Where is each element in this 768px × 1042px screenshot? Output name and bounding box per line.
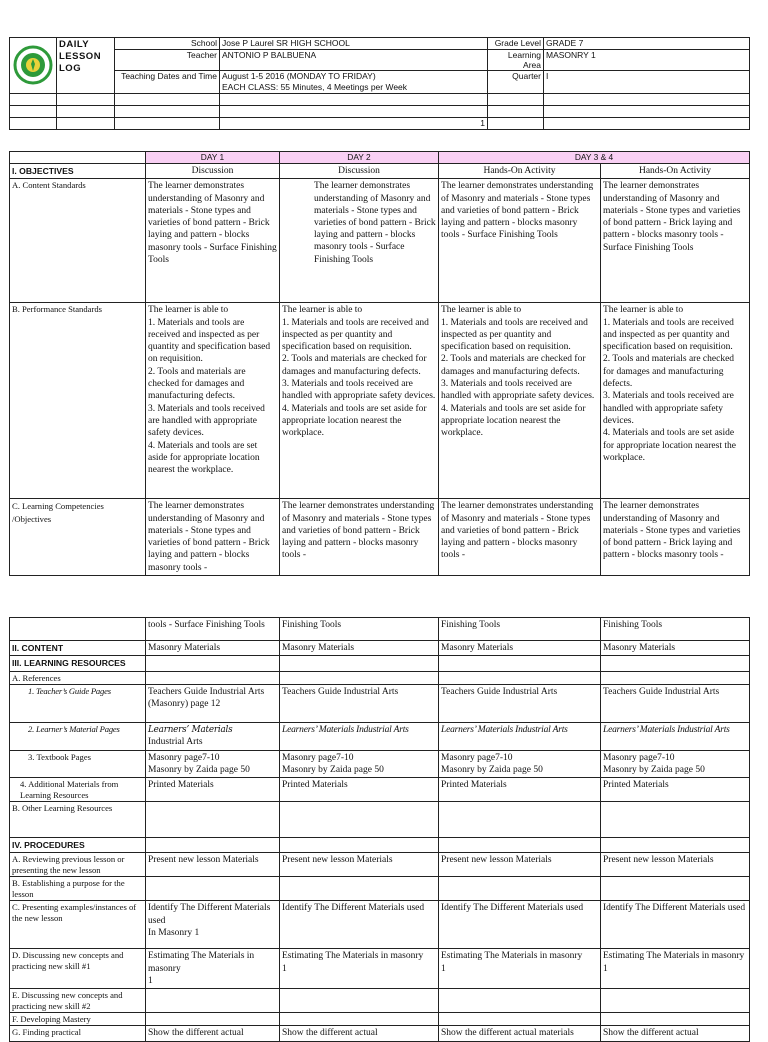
content-day3: Masonry Materials [439, 641, 601, 656]
lm-line: Learners’ Materials [148, 725, 233, 735]
content-standards-day1: The learner demonstrates understanding of Masonry and materials - Stone types and varieties of bond pattern - Brick laying and pattern - blocks masonry tools - Surface Finishing Tools [146, 179, 280, 303]
dates-value [220, 71, 488, 94]
day-2-header: DAY 2 [280, 152, 439, 164]
tb-line-2: Masonry by Zaida page 50 [441, 764, 543, 775]
proc-c-day1 [146, 901, 280, 949]
perf-intro: The learner is able to [282, 305, 363, 316]
time-line: EACH CLASS: 55 Minutes, 4 Meetings per Week [222, 82, 408, 92]
content-day2: Masonry Materials [280, 641, 439, 656]
proc-e-label: E. Discussing new concepts and practicing new skill #2 [10, 989, 146, 1013]
perf-item-4: 4. Materials and tools are set aside for appropriate location nearest the workplace. [148, 440, 260, 476]
proc-a-day2: Present new lesson Materials [280, 853, 439, 877]
day-1-header: DAY 1 [146, 152, 280, 164]
estimating-num: 1 [441, 963, 446, 974]
textbook-label: 3. Textbook Pages [10, 750, 146, 778]
perf-item-1: 1. Materials and tools are received and inspected as per quantity and specification based on requisition. [148, 317, 271, 365]
competencies-cont-day3: Finishing Tools [439, 618, 601, 641]
perf-item-2: 2. Tools and materials are checked for damages and manufacturing defects. [441, 354, 586, 377]
school-value: Jose P Laurel SR HIGH SCHOOL [220, 38, 488, 50]
tb-line-2: Masonry by Zaida page 50 [148, 764, 250, 775]
proc-b-label: B. Establishing a purpose for the lesson [10, 877, 146, 901]
estimating-num: 1 [603, 963, 608, 974]
proc-d-label: D. Discussing new concepts and practicing new skill #1 [10, 949, 146, 989]
additional-day3: Printed Materials [439, 778, 601, 802]
performance-standards-day1 [146, 303, 280, 499]
proc-f-label: F. Developing Mastery [10, 1013, 146, 1026]
additional-materials-label: 4. Additional Materials from Learning Resources [10, 778, 146, 802]
school-seal [10, 38, 57, 94]
grade-label: Grade Level [488, 38, 544, 50]
learners-material-label: 2. Learner’s Material Pages [10, 723, 146, 751]
perf-item-1: 1. Materials and tools are received and inspected as per quantity and specification based on requisition. [441, 317, 588, 353]
perf-item-2: 2. Tools and materials are checked for damages and manufacturing defects. [148, 366, 246, 402]
day-3-4-header: DAY 3 & 4 [439, 152, 750, 164]
perf-item-1: 1. Materials and tools are received and inspected as per quantity and specification based on requisition. [603, 317, 734, 353]
estimating-line: Estimating The Materials in masonry [441, 951, 583, 962]
content-heading: II. CONTENT [10, 641, 146, 656]
header-table [9, 37, 750, 130]
learners-material-day4: Learners’ Materials Industrial Arts [601, 723, 750, 751]
competencies-cont-day2: Finishing Tools [280, 618, 439, 641]
procedures-heading: IV. PROCEDURES [10, 838, 146, 853]
daily-lesson-log-title: DAILY LESSON LOG [57, 38, 115, 94]
tb-line: Masonry page7-10 [148, 752, 220, 763]
day-1-activity: Discussion [146, 164, 280, 179]
additional-day2: Printed Materials [280, 778, 439, 802]
estimating-line: Estimating The Materials in masonry [603, 951, 745, 962]
perf-item-2: 2. Tools and materials are checked for damages and manufacturing defects. [603, 354, 735, 390]
lm-line-2: Industrial Arts [148, 737, 203, 748]
proc-d-day3 [439, 949, 601, 989]
teachers-guide-day2: Teachers Guide Industrial Arts [280, 685, 439, 723]
tb-line-2: Masonry by Zaida page 50 [282, 764, 384, 775]
perf-item-4: 4. Materials and tools are set aside for appropriate location nearest the workplace. [282, 403, 427, 439]
proc-a-day1: Present new lesson Materials [146, 853, 280, 877]
performance-standards-day3 [439, 303, 601, 499]
other-resources-label: B. Other Learning Resources [10, 802, 146, 838]
extra-number: 1 [220, 118, 488, 130]
proc-g-day2: Show the different actual [280, 1026, 439, 1041]
perf-item-3: 3. Materials and tools received are handled with appropriate safety devices. [148, 403, 265, 439]
proc-a-label: A. Reviewing previous lesson or presenting the new lesson [10, 853, 146, 877]
performance-standards-label: B. Performance Standards [10, 303, 146, 499]
learners-material-day1 [146, 723, 280, 751]
competencies-label: C. Learning Competencies /Objectives [10, 499, 146, 576]
competencies-day2: The learner demonstrates understanding of Masonry and materials - Stone types and varieties of bond pattern - Brick laying and pattern - blocks masonry tools - [280, 499, 439, 576]
quarter-value: I [544, 71, 750, 94]
dates-line: August 1-5 2016 (MONDAY TO FRIDAY) [222, 71, 376, 81]
quarter-label: Quarter [488, 71, 544, 94]
proc-d-day1 [146, 949, 280, 989]
area-label: Learning Area [488, 50, 544, 71]
perf-item-4: 4. Materials and tools are set aside for appropriate location nearest the workplace. [603, 428, 736, 463]
perf-item-3: 3. Materials and tools received are handled with appropriate safety devices. [441, 379, 595, 402]
proc-g-day1: Show the different actual [146, 1026, 280, 1041]
resources-heading: III. LEARNING RESOURCES [10, 656, 146, 671]
day-3-activity: Hands-On Activity [439, 164, 601, 179]
resources-procedures-table [9, 617, 750, 1042]
content-day4: Masonry Materials [601, 641, 750, 656]
additional-day4: Printed Materials [601, 778, 750, 802]
identify-line-2: In Masonry 1 [148, 927, 200, 938]
proc-c-day2: Identify The Different Materials used [280, 901, 439, 949]
proc-a-day3: Present new lesson Materials [439, 853, 601, 877]
textbook-day4 [601, 750, 750, 778]
school-label: School [115, 38, 220, 50]
textbook-day2 [280, 750, 439, 778]
tb-line: Masonry page7-10 [603, 752, 675, 763]
estimating-num: 1 [282, 963, 287, 974]
perf-item-3: 3. Materials and tools received are handled with appropriate safety devices. [603, 391, 734, 426]
proc-g-label: G. Finding practical [10, 1026, 146, 1041]
tg-page: (Masonry) page 12 [148, 699, 221, 710]
perf-intro: The learner is able to [148, 305, 229, 316]
tg-line: Teachers Guide Industrial Arts [148, 687, 265, 697]
proc-d-day4 [601, 949, 750, 989]
content-standards-day2: The learner demonstrates understanding of Masonry and materials - Stone types and varieties of bond pattern - Brick laying and pattern - blocks masonry tools - Surface Finishing Tools [280, 179, 439, 303]
references-label: A. References [10, 671, 146, 684]
competencies-day3: The learner demonstrates understanding of Masonry and materials - Stone types and varieties of bond pattern - Brick laying and pattern - blocks masonry tools - [439, 499, 601, 576]
teachers-guide-label: 1. Teacher’s Guide Pages [10, 685, 146, 723]
objectives-table [9, 151, 750, 576]
estimating-num: 1 [148, 975, 153, 986]
perf-item-3: 3. Materials and tools received are handled with appropriate safety devices. [282, 379, 436, 402]
teacher-label: Teacher [115, 50, 220, 71]
estimating-line: Estimating The Materials in masonry [148, 951, 255, 974]
perf-item-1: 1. Materials and tools are received and inspected as per quantity and specification based on requisition. [282, 317, 429, 353]
learners-material-day2: Learners’ Materials Industrial Arts [280, 723, 439, 751]
teachers-guide-day3: Teachers Guide Industrial Arts [439, 685, 601, 723]
competencies-cont-day4: Finishing Tools [601, 618, 750, 641]
content-standards-day4: The learner demonstrates understanding of Masonry and materials - Stone types and varieties of bond pattern - Brick laying and pattern - blocks masonry tools - Surface Finishing Tools [601, 179, 750, 303]
performance-standards-day2 [280, 303, 439, 499]
dates-label: Teaching Dates and Time [115, 71, 220, 94]
textbook-day3 [439, 750, 601, 778]
learners-material-day3: Learners’ Materials Industrial Arts [439, 723, 601, 751]
proc-g-day3: Show the different actual materials [439, 1026, 601, 1041]
proc-c-label: C. Presenting examples/instances of the new lesson [10, 901, 146, 949]
objectives-heading: I. OBJECTIVES [10, 164, 146, 179]
content-standards-day3: The learner demonstrates understanding of Masonry and materials - Stone types and varieties of bond pattern - Brick laying and pattern - blocks masonry tools - Surface Finishing Tools [439, 179, 601, 303]
teachers-guide-day4: Teachers Guide Industrial Arts [601, 685, 750, 723]
perf-intro: The learner is able to [603, 305, 684, 316]
textbook-day1 [146, 750, 280, 778]
performance-standards-day4 [601, 303, 750, 499]
proc-d-day2 [280, 949, 439, 989]
perf-item-4: 4. Materials and tools are set aside for appropriate location nearest the workplace. [441, 403, 586, 439]
competencies-day1: The learner demonstrates understanding of Masonry and materials - Stone types and varieties of bond pattern - Brick laying and pattern - blocks masonry tools - [146, 499, 280, 576]
grade-value: GRADE 7 [544, 38, 750, 50]
estimating-line: Estimating The Materials in masonry [282, 951, 424, 962]
additional-day1: Printed Materials [146, 778, 280, 802]
content-standards-label: A. Content Standards [10, 179, 146, 303]
tb-line: Masonry page7-10 [282, 752, 354, 763]
content-day1: Masonry Materials [146, 641, 280, 656]
tb-line-2: Masonry by Zaida page 50 [603, 764, 705, 775]
competencies-cont-day1: tools - Surface Finishing Tools [146, 618, 280, 641]
day-2-activity: Discussion [280, 164, 439, 179]
tb-line: Masonry page7-10 [441, 752, 513, 763]
teachers-guide-day1 [146, 685, 280, 723]
teacher-value: ANTONIO P BALBUENA [220, 50, 488, 71]
proc-c-day4: Identify The Different Materials used [601, 901, 750, 949]
day-4-activity: Hands-On Activity [601, 164, 750, 179]
competencies-day4: The learner demonstrates understanding of Masonry and materials - Stone types and varieties of bond pattern - Brick laying and pattern - blocks masonry tools - [601, 499, 750, 576]
perf-intro: The learner is able to [441, 305, 522, 316]
school-seal-icon [13, 45, 53, 85]
perf-item-2: 2. Tools and materials are checked for damages and manufacturing defects. [282, 354, 427, 377]
proc-c-day3: Identify The Different Materials used [439, 901, 601, 949]
area-value: MASONRY 1 [544, 50, 750, 71]
proc-g-day4: Show the different actual [601, 1026, 750, 1041]
identify-line: Identify The Different Materials used [148, 903, 271, 926]
proc-a-day4: Present new lesson Materials [601, 853, 750, 877]
